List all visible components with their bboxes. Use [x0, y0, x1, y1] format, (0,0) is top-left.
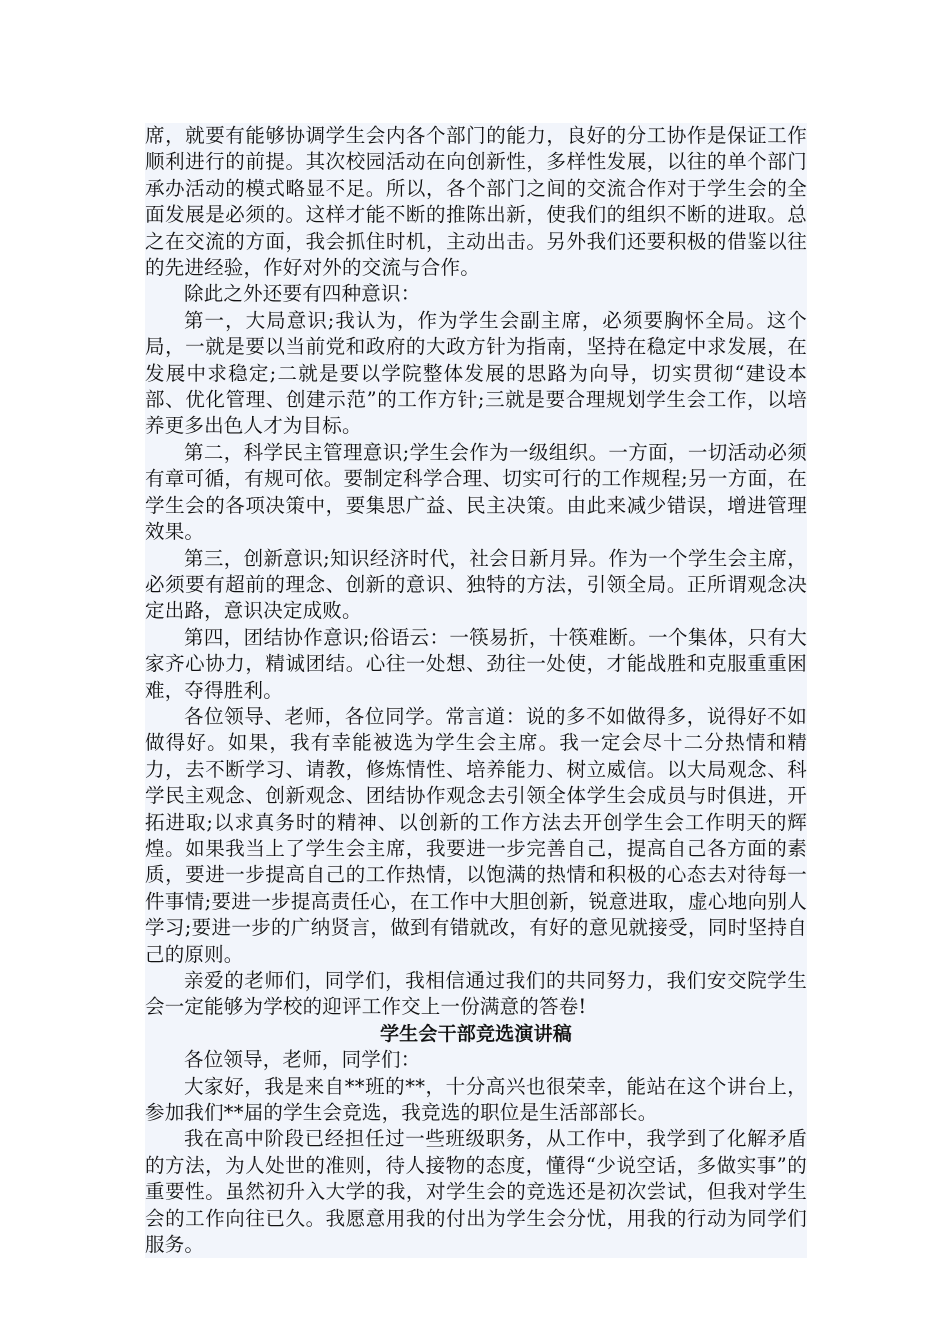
- paragraph: 除此之外还要有四种意识：: [184, 282, 421, 306]
- paragraph: 席，就要有能够协调学生会内各个部门的能力，良好的分工协作是保证工作顺利进行的前提。其次校园活动在向创新性，多样性发展，以往的单个部门承办活动的模式略显不足。所以，各个部门之间的交流合作对于学生会的全面发展是必须的。这样才能不断的推陈出新，使我们的组织不断的进取。总之在交流的方面，我会抓住时机，主动出击。另外我们还要积极的借鉴以往的先进经验，作好对外的交流与合作。: [145, 124, 807, 280]
- paragraph: 各位领导，老师，同学们：: [184, 1048, 421, 1072]
- section-title: 学生会干部竞选演讲稿: [379, 1022, 572, 1045]
- paragraph: 亲爱的老师们，同学们，我相信通过我们的共同努力，我们安交院学生会一定能够为学校的迎评工作交上一份满意的答卷!: [145, 969, 807, 1019]
- paragraph: 第三，创新意识;知识经济时代，社会日新月异。作为一个学生会主席，必须要有超前的理念、创新的意识、独特的方法，引领全局。正所谓观念决定出路，意识决定成败。: [145, 546, 807, 623]
- document-body: [145, 123, 807, 1258]
- paragraph: 大家好，我是来自**班的**，十分高兴也很荣幸，能站在这个讲台上，参加我们**届的学生会竞选，我竞选的职位是生活部部长。: [145, 1074, 807, 1125]
- paragraph: 第四，团结协作意识;俗语云：一筷易折，十筷难断。一个集体，只有大家齐心协力，精诚团结。心往一处想、劲往一处使，才能战胜和克服重重困难，夺得胜利。: [145, 625, 807, 702]
- paragraph: 第一，大局意识;我认为，作为学生会副主席，必须要胸怀全局。这个局，一就是要以当前党和政府的大政方针为指南，坚持在稳定中求发展，在发展中求稳定;二就是要以学院整体发展的思路为向导，切实贯彻“建设本部、优化管理、创建示范”的工作方针;三就是要合理规划学生会工作，以培养更多出色人才为目标。: [145, 308, 807, 438]
- paragraph: 第二，科学民主管理意识;学生会作为一级组织。一方面，一切活动必须有章可循，有规可依。要制定科学合理、切实可行的工作规程;另一方面，在学生会的各项决策中，要集思广益、民主决策。由此来减少错误，增进管理效果。: [145, 440, 807, 544]
- paragraph: 我在高中阶段已经担任过一些班级职务，从工作中，我学到了化解矛盾的方法，为人处世的准则，待人接物的态度，懂得“少说空话，多做实事”的重要性。虽然初升入大学的我，对学生会的竞选还是初次尝试，但我对学生会的工作向往已久。我愿意用我的付出为学生会分忧，用我的行动为同学们服务。: [145, 1127, 807, 1257]
- paragraph: 各位领导、老师，各位同学。常言道：说的多不如做得多，说得好不如做得好。如果，我有幸能被选为学生会主席。我一定会尽十二分热情和精力，去不断学习、请教，修炼情性、培养能力、树立威信。以大局观念、科学民主观念、创新观念、团结协作观念去引领全体学生会成员与时俱进，开拓进取;以求真务时的精神、以创新的工作方法去开创学生会工作明天的辉煌。如果我当上了学生会主席，我要进一步完善自己，提高自己各方面的素质，要进一步提高自己的工作热情，以饱满的热情和积极的心态去对待每一件事情;要进一步提高责任心，在工作中大胆创新，锐意进取，虚心地向别人学习;要进一步的广纳贤言，做到有错就改，有好的意见就接受，同时坚持自己的原则。: [145, 704, 807, 966]
